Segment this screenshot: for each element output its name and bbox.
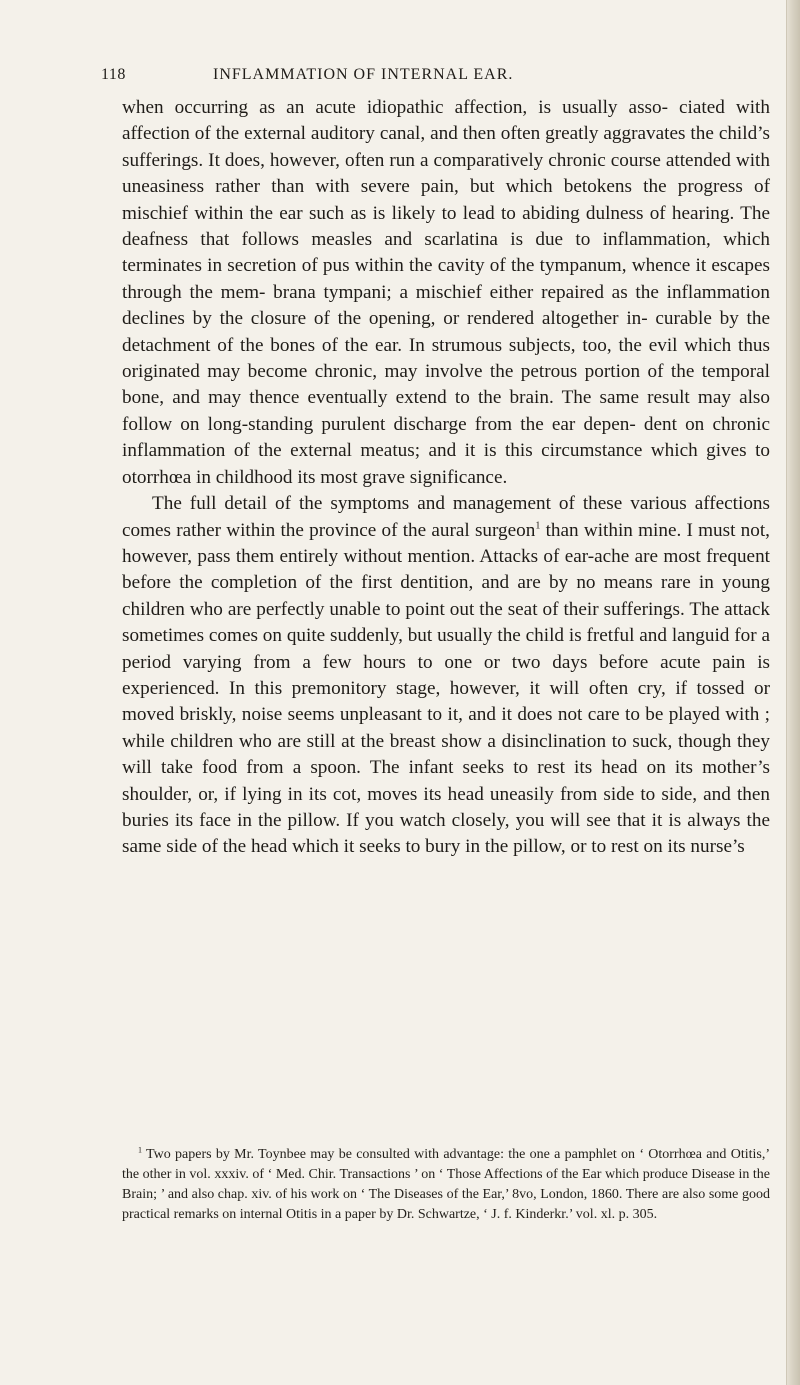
- page-header: [0, 66, 800, 96]
- main-text: [122, 95, 770, 861]
- footnote-paragraph: [122, 1145, 770, 1225]
- footnote: [122, 1145, 770, 1225]
- page-number: 118: [101, 66, 126, 83]
- paragraph-text: than within mine. I must not, however, pass them entirely without mention. Attacks of ear-ache are most frequent before the completion of the first dentition, and are by no means rare in young children who are perfectly unable to point out the seat of their sufferings. The attack sometimes comes on quite suddenly, but usually the child is fretful and languid for a period varying from a few hours to one or two days before acute pain is experienced. In this premonitory stage, however, it will often cry, if tossed or moved briskly, noise seems unpleasant to it, and it does not care to be played with ; while children who are still at the breast show a disinclination to suck, though they will take food from a spoon. The infant seeks to rest its head on its mother’s shoulder, or, if lying in its cot, moves its head uneasily from side to side, and then buries its face in the pillow. If you watch closely, you will see that it is always the same side of the head which it seeks to bury in the pillow, or to rest on its nurse’s: [122, 519, 770, 858]
- paragraph-text: The full detail of the symptoms and management of these various affections comes rather within the province of the aural surgeon: [122, 493, 770, 541]
- footnote-reference: 1: [535, 520, 541, 532]
- running-title: INFLAMMATION OF INTERNAL EAR.: [213, 66, 514, 83]
- footnote-text: Two papers by Mr. Toynbee may be consulted with advantage: the one a pamphlet on ‘ Otorrhœa and Otitis,’ the other in vol. xxxiv. of ‘ Med. Chir. Transactions ’ on ‘ Those Affections of the Ear which produce Disease in the Brain; ’ and also chap. xiv. of his work on ‘ The Diseases of the Ear,’ 8vo, London, 1860. There are also some good practical remarks on internal Otitis in a paper by Dr. Schwartze, ‘ J. f. Kinderkr.’ vol. xl. p. 305.: [122, 1147, 770, 1222]
- paragraph: [122, 491, 770, 861]
- page-edge-shadow: [786, 0, 800, 1385]
- paragraph: when occurring as an acute idiopathic affection, is usually asso- ciated with affection of the external auditory canal, and then often greatly aggravates the child’s sufferings. It does, however, often run a comparatively chronic course attended with uneasiness rather than with severe pain, but which betokens the progress of mischief within the ear such as is likely to lead to abiding dulness of hearing. The deafness that follows measles and scarlatina is due to inflammation, which terminates in secretion of pus within the cavity of the tympanum, whence it escapes through the mem- brana tympani; a mischief either repaired as the inflammation declines by the closure of the opening, or rendered altogether in- curable by the detachment of the bones of the ear. In strumous subjects, too, the evil which thus originated may become chronic, may involve the petrous portion of the temporal bone, and may thence eventually extend to the brain. The same result may also follow on long-standing purulent discharge from the ear depen- dent on chronic inflammation of the external meatus; and it is this circumstance which gives to otorrhœa in childhood its most grave significance.: [122, 97, 770, 488]
- page-edge-line: [786, 0, 787, 1385]
- footnote-marker: 1: [138, 1145, 142, 1155]
